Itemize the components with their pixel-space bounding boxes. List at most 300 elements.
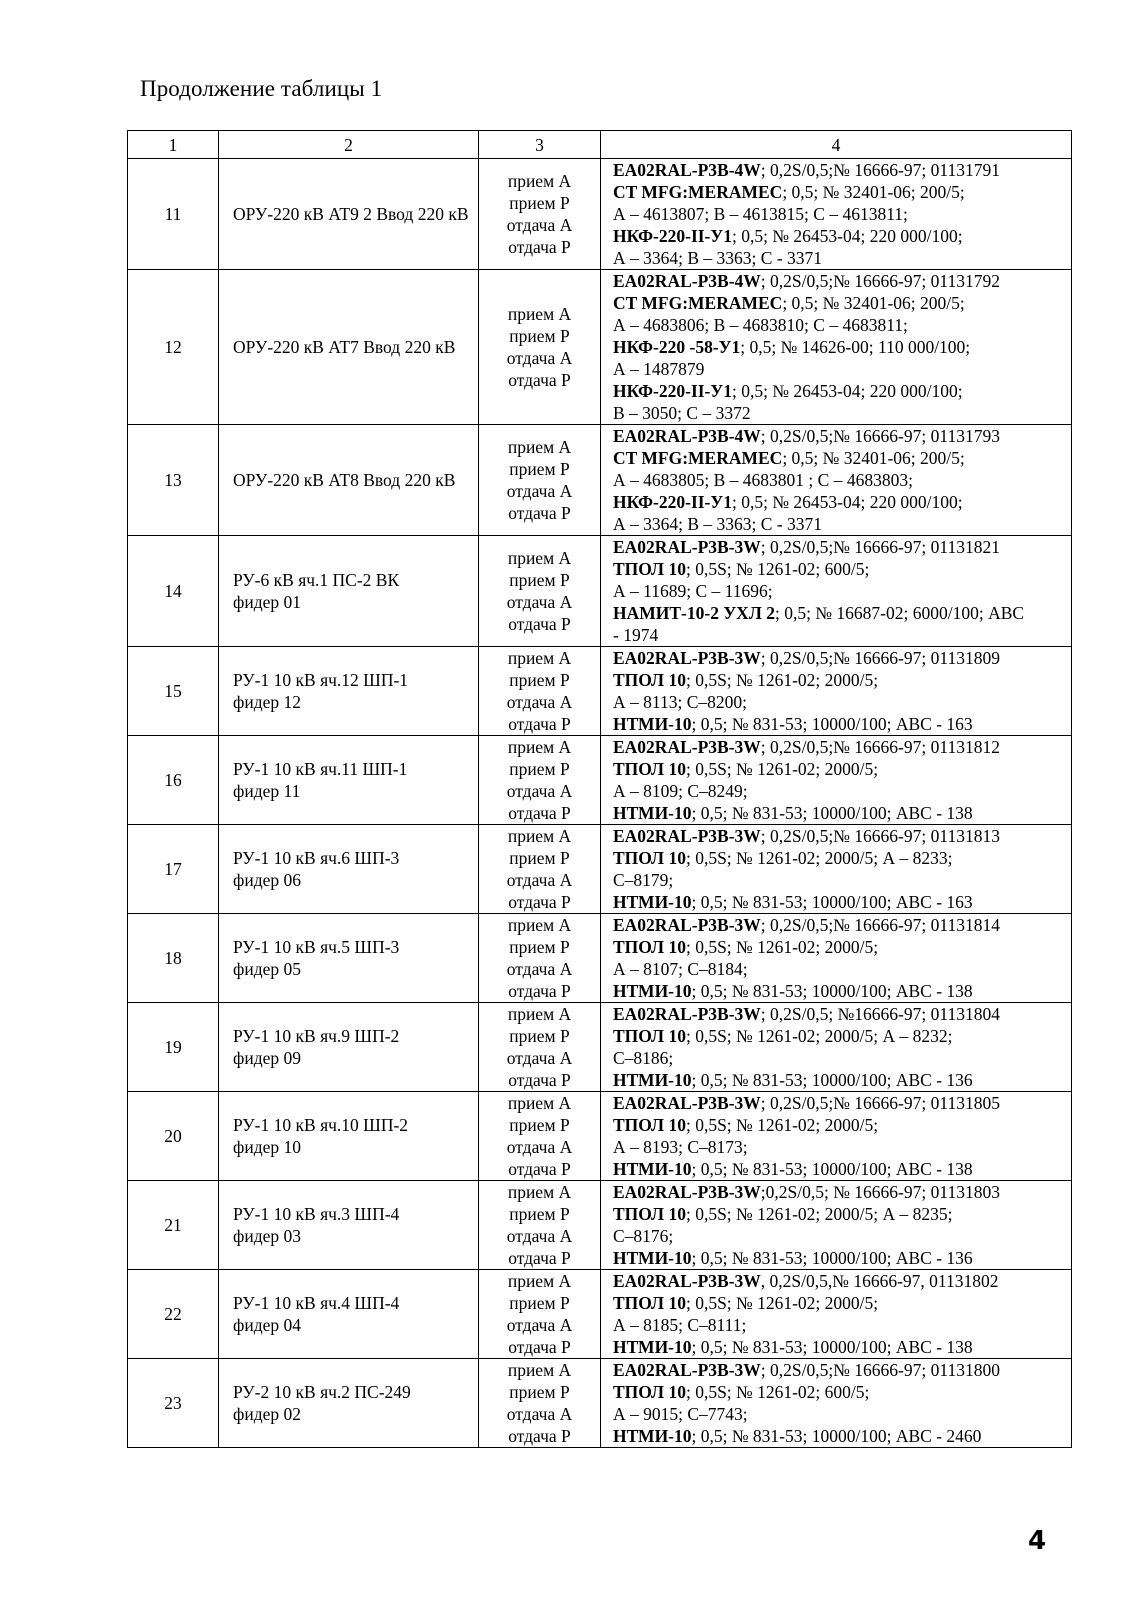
channel-line: отдача Р [508, 1248, 571, 1268]
details-cell [601, 1359, 1072, 1448]
details-line [613, 736, 1069, 758]
table-row [128, 159, 1072, 270]
details-line [613, 1425, 1069, 1447]
location-line: фидер 06 [233, 870, 302, 890]
channel-line: прием Р [509, 1382, 570, 1402]
channels-cell [479, 825, 601, 914]
row-number: 19 [128, 1003, 219, 1092]
channels-cell [479, 1270, 601, 1359]
details-line [613, 780, 1069, 802]
location-line: фидер 03 [233, 1226, 302, 1246]
details-line [613, 802, 1069, 824]
table-row [128, 1003, 1072, 1092]
equipment-model: ЕА02RAL-P3B-3W [613, 737, 761, 757]
equipment-model: ТПОЛ 10 [613, 937, 686, 957]
details-line [613, 292, 1069, 314]
equipment-model: ЕА02RAL-P3B-3W [613, 537, 761, 557]
channel-line: отдача Р [508, 1070, 571, 1090]
channel-line: прием Р [509, 1026, 570, 1046]
channel-line: отдача Р [508, 714, 571, 734]
equipment-model: ЕА02RAL-P3B-3W [613, 1182, 761, 1202]
equipment-model: ЕА02RAL-P3B-3W [613, 648, 761, 668]
details-line [613, 758, 1069, 780]
location-line: РУ-2 10 кВ яч.2 ПС-249 [233, 1382, 411, 1402]
details-line [613, 602, 1069, 624]
location-cell [219, 736, 479, 825]
channel-line: отдача Р [508, 503, 571, 523]
equipment-spec: А – 4683806; В – 4683810; С – 4683811; [613, 315, 908, 335]
details-line [613, 1247, 1069, 1269]
equipment-model: ТПОЛ 10 [613, 1026, 686, 1046]
location-line: РУ-1 10 кВ яч.11 ШП-1 [233, 759, 408, 779]
location-line: ОРУ-220 кВ АТ7 Ввод 220 кВ [233, 337, 456, 357]
details-line [613, 1225, 1069, 1247]
details-line [613, 1203, 1069, 1225]
row-number: 12 [128, 270, 219, 425]
channel-line: прием А [507, 1093, 572, 1113]
channel-line: отдача Р [508, 892, 571, 912]
channel-line: прием Р [509, 759, 570, 779]
row-number: 21 [128, 1181, 219, 1270]
equipment-spec: ; 0,5; № 32401-06; 200/5; [782, 293, 965, 313]
header-col-3: 3 [479, 131, 601, 159]
channels-cell [479, 1003, 601, 1092]
equipment-model: CT MFG:MERAMEC [613, 293, 783, 313]
equipment-model: ТПОЛ 10 [613, 1293, 686, 1313]
channel-line: прием Р [509, 848, 570, 868]
equipment-model: НТМИ-10 [613, 1159, 692, 1179]
channel-line: отдача А [506, 215, 573, 235]
row-number: 14 [128, 536, 219, 647]
equipment-model: ТПОЛ 10 [613, 1204, 686, 1224]
equipment-spec: В – 3050; С – 3372 [613, 403, 751, 423]
channels-cell [479, 536, 601, 647]
channel-line: отдача А [506, 592, 573, 612]
table-row [128, 1270, 1072, 1359]
location-cell [219, 425, 479, 536]
location-cell [219, 825, 479, 914]
details-line [613, 1025, 1069, 1047]
equipment-spec: ; 0,2S/0,5;№ 16666-97; 01131809 [760, 648, 1000, 668]
equipment-model: НТМИ-10 [613, 1337, 692, 1357]
channel-line: прием Р [509, 1204, 570, 1224]
details-cell [601, 270, 1072, 425]
channel-line: прием Р [509, 937, 570, 957]
details-line [613, 1114, 1069, 1136]
equipment-spec: А – 3364; В – 3363; С - 3371 [613, 514, 823, 534]
equipment-model: ЕА02RAL-P3B-3W [613, 1004, 761, 1024]
equipment-spec: ; 0,5S; № 1261-02; 600/5; [685, 1382, 870, 1402]
equipment-model: НТМИ-10 [613, 1426, 692, 1446]
channels-cell [479, 647, 601, 736]
equipment-spec: ; 0,5; № 32401-06; 200/5; [782, 182, 965, 202]
details-line [613, 270, 1069, 292]
equipment-model: НКФ-220-II-У1 [613, 492, 732, 512]
equipment-spec: ; 0,2S/0,5;№ 16666-97; 01131792 [760, 271, 1000, 291]
details-line [613, 647, 1069, 669]
equipment-model: НТМИ-10 [613, 981, 692, 1001]
equipment-spec: С–8179; [613, 870, 674, 890]
equipment-model: НТМИ-10 [613, 892, 692, 912]
details-line [613, 1403, 1069, 1425]
channels-cell [479, 736, 601, 825]
details-cell [601, 1270, 1072, 1359]
equipment-spec: А – 1487879 [613, 359, 705, 379]
location-cell [219, 647, 479, 736]
equipment-spec: - 1974 [613, 625, 659, 645]
channel-line: отдача А [506, 1137, 573, 1157]
channel-line: отдача Р [508, 237, 571, 257]
location-line: РУ-1 10 кВ яч.5 ШП-3 [233, 937, 400, 957]
details-line [613, 669, 1069, 691]
details-cell [601, 825, 1072, 914]
row-number: 17 [128, 825, 219, 914]
channel-line: прием А [507, 304, 572, 324]
equipment-spec: А – 3364; В – 3363; С - 3371 [613, 248, 823, 268]
row-number: 23 [128, 1359, 219, 1448]
equipment-model: ЕА02RAL-P3B-3W [613, 826, 761, 846]
details-line [613, 225, 1069, 247]
channel-line: прием А [507, 171, 572, 191]
details-cell [601, 914, 1072, 1003]
details-line [613, 336, 1069, 358]
equipment-spec: ;0,2S/0,5; № 16666-97; 01131803 [760, 1182, 1000, 1202]
equipment-spec: ; 0,2S/0,5;№ 16666-97; 01131793 [760, 426, 1000, 446]
header-row [128, 131, 1072, 159]
equipment-spec: ; 0,5S; № 1261-02; 2000/5; [685, 1115, 879, 1135]
details-line [613, 1092, 1069, 1114]
details-line [613, 847, 1069, 869]
equipment-model: ТПОЛ 10 [613, 559, 686, 579]
equipment-model: ТПОЛ 10 [613, 759, 686, 779]
equipment-spec: А – 8185; С–8111; [613, 1315, 747, 1335]
equipment-model: НТМИ-10 [613, 714, 692, 734]
channel-line: отдача А [506, 1226, 573, 1246]
row-number: 20 [128, 1092, 219, 1181]
equipment-spec: ; 0,5; № 831-53; 10000/100; АВС - 138 [691, 1159, 973, 1179]
details-line [613, 869, 1069, 891]
details-cell [601, 159, 1072, 270]
details-line [613, 380, 1069, 402]
equipment-spec: ; 0,5; № 14626-00; 110 000/100; [740, 337, 971, 357]
details-line [613, 980, 1069, 1002]
equipment-spec: А – 4683805; В – 4683801 ; С – 4683803; [613, 470, 913, 490]
equipment-spec: ; 0,5; № 26453-04; 220 000/100; [731, 381, 963, 401]
channel-line: отдача Р [508, 1426, 571, 1446]
equipment-spec: ; 0,2S/0,5;№ 16666-97; 01131800 [760, 1360, 1000, 1380]
table-row [128, 536, 1072, 647]
equipment-spec: ; 0,2S/0,5;№ 16666-97; 01131814 [760, 915, 1000, 935]
details-cell [601, 536, 1072, 647]
details-line [613, 1069, 1069, 1091]
row-number: 22 [128, 1270, 219, 1359]
details-line [613, 580, 1069, 602]
location-line: фидер 05 [233, 959, 302, 979]
equipment-spec: ; 0,5S; № 1261-02; 2000/5; А – 8232; [685, 1026, 953, 1046]
equipment-spec: ; 0,5; № 831-53; 10000/100; АВС - 136 [691, 1248, 973, 1268]
equipment-model: ЕА02RAL-P3B-3W [613, 1360, 761, 1380]
equipment-model: НАМИТ-10-2 УХЛ 2 [613, 603, 775, 623]
details-line [613, 1136, 1069, 1158]
details-line [613, 1359, 1069, 1381]
table-caption: Продолжение таблицы 1 [140, 76, 383, 101]
details-line [613, 914, 1069, 936]
location-line: фидер 12 [233, 692, 302, 712]
equipment-spec: А – 8107; С–8184; [613, 959, 748, 979]
channel-line: отдача А [506, 781, 573, 801]
table-row [128, 825, 1072, 914]
details-line [613, 469, 1069, 491]
details-line [613, 1047, 1069, 1069]
location-cell [219, 270, 479, 425]
table-row [128, 647, 1072, 736]
details-cell [601, 425, 1072, 536]
equipment-spec: ; 0,5; № 831-53; 10000/100; АВС - 138 [691, 803, 973, 823]
details-line [613, 891, 1069, 913]
equipment-table [127, 130, 1072, 1448]
details-line [613, 1270, 1069, 1292]
location-line: РУ-1 10 кВ яч.3 ШП-4 [233, 1204, 400, 1224]
equipment-spec: , 0,2S/0,5,№ 16666-97, 01131802 [760, 1271, 999, 1291]
channel-line: отдача Р [508, 981, 571, 1001]
location-line: фидер 02 [233, 1404, 302, 1424]
details-line [613, 1003, 1069, 1025]
equipment-model: ТПОЛ 10 [613, 670, 686, 690]
table-row [128, 1359, 1072, 1448]
channels-cell [479, 270, 601, 425]
details-line [613, 358, 1069, 380]
equipment-model: НТМИ-10 [613, 803, 692, 823]
location-line: РУ-1 10 кВ яч.4 ШП-4 [233, 1293, 400, 1313]
location-line: РУ-1 10 кВ яч.10 ШП-2 [233, 1115, 409, 1135]
location-line: фидер 10 [233, 1137, 302, 1157]
equipment-spec: А – 8193; С–8173; [613, 1137, 748, 1157]
table-row [128, 1092, 1072, 1181]
equipment-spec: ; 0,5; № 831-53; 10000/100; АВС - 163 [691, 892, 973, 912]
channel-line: прием Р [509, 1115, 570, 1135]
channel-line: отдача Р [508, 614, 571, 634]
equipment-model: ЕА02RAL-P3B-4W [613, 160, 761, 180]
equipment-spec: А – 11689; С – 11696; [613, 581, 773, 601]
details-line [613, 1292, 1069, 1314]
equipment-spec: ; 0,2S/0,5; №16666-97; 01131804 [760, 1004, 1000, 1024]
channel-line: отдача А [506, 481, 573, 501]
equipment-model: ЕА02RAL-P3B-3W [613, 915, 761, 935]
channel-line: отдача А [506, 1404, 573, 1424]
details-line [613, 536, 1069, 558]
location-line: фидер 04 [233, 1315, 302, 1335]
channel-line: прием А [507, 1004, 572, 1024]
details-line [613, 936, 1069, 958]
channels-cell [479, 425, 601, 536]
channel-line: отдача Р [508, 1159, 571, 1179]
details-cell [601, 1003, 1072, 1092]
equipment-spec: ; 0,5; № 831-53; 10000/100; АВС - 136 [691, 1070, 973, 1090]
equipment-spec: С–8186; [613, 1048, 674, 1068]
channel-line: отдача А [506, 1315, 573, 1335]
equipment-model: ЕА02RAL-P3B-4W [613, 271, 761, 291]
details-line [613, 314, 1069, 336]
details-line [613, 247, 1069, 269]
channel-line: прием А [507, 737, 572, 757]
channels-cell [479, 1092, 601, 1181]
equipment-model: НТМИ-10 [613, 1070, 692, 1090]
details-line [613, 558, 1069, 580]
row-number: 18 [128, 914, 219, 1003]
equipment-spec: ; 0,2S/0,5;№ 16666-97; 01131813 [760, 826, 1000, 846]
location-line: фидер 11 [233, 781, 301, 801]
equipment-spec: ; 0,5; № 26453-04; 220 000/100; [731, 226, 963, 246]
channel-line: отдача А [506, 870, 573, 890]
equipment-spec: ; 0,5; № 26453-04; 220 000/100; [731, 492, 963, 512]
location-line: РУ-1 10 кВ яч.12 ШП-1 [233, 670, 409, 690]
equipment-model: CT MFG:MERAMEC [613, 448, 783, 468]
equipment-spec: ; 0,5; № 831-53; 10000/100; АВС - 2460 [691, 1426, 982, 1446]
channels-cell [479, 1359, 601, 1448]
equipment-spec: ; 0,2S/0,5;№ 16666-97; 01131805 [760, 1093, 1000, 1113]
equipment-spec: ; 0,2S/0,5;№ 16666-97; 01131791 [760, 160, 1000, 180]
channel-line: отдача Р [508, 803, 571, 823]
page-number: 4 [1028, 1526, 1047, 1556]
location-cell [219, 536, 479, 647]
equipment-spec: А – 8113; С–8200; [613, 692, 748, 712]
channel-line: отдача Р [508, 1337, 571, 1357]
details-line [613, 958, 1069, 980]
header-col-1: 1 [128, 131, 219, 159]
equipment-spec: А – 4613807; В – 4613815; С – 4613811; [613, 204, 908, 224]
channel-line: прием Р [509, 570, 570, 590]
header-col-4: 4 [601, 131, 1072, 159]
location-line: РУ-1 10 кВ яч.6 ШП-3 [233, 848, 400, 868]
location-line: ОРУ-220 кВ АТ8 Ввод 220 кВ [233, 470, 456, 490]
location-cell [219, 1003, 479, 1092]
channel-line: прием А [507, 548, 572, 568]
details-line [613, 402, 1069, 424]
equipment-spec: А – 9015; С–7743; [613, 1404, 748, 1424]
table-row [128, 270, 1072, 425]
details-cell [601, 736, 1072, 825]
location-line: фидер 01 [233, 592, 302, 612]
equipment-model: ТПОЛ 10 [613, 1115, 686, 1135]
channel-line: отдача А [506, 692, 573, 712]
equipment-spec: ; 0,2S/0,5;№ 16666-97; 01131821 [760, 537, 1000, 557]
row-number: 11 [128, 159, 219, 270]
details-line [613, 203, 1069, 225]
location-cell [219, 914, 479, 1003]
channel-line: прием А [507, 437, 572, 457]
table-body [128, 159, 1072, 1448]
details-line [613, 181, 1069, 203]
table-row [128, 736, 1072, 825]
channel-line: отдача А [506, 1048, 573, 1068]
channels-cell [479, 914, 601, 1003]
equipment-spec: ; 0,5S; № 1261-02; 2000/5; [685, 670, 879, 690]
equipment-spec: С–8176; [613, 1226, 674, 1246]
equipment-model: ЕА02RAL-P3B-3W [613, 1093, 761, 1113]
channel-line: прием А [507, 1182, 572, 1202]
row-number: 13 [128, 425, 219, 536]
channel-line: отдача А [506, 959, 573, 979]
location-cell [219, 1092, 479, 1181]
location-cell [219, 159, 479, 270]
details-line [613, 713, 1069, 735]
channel-line: прием Р [509, 670, 570, 690]
row-number: 15 [128, 647, 219, 736]
details-line [613, 825, 1069, 847]
channel-line: прием Р [509, 193, 570, 213]
channel-line: отдача Р [508, 370, 571, 390]
channel-line: прием Р [509, 326, 570, 346]
channel-line: прием Р [509, 1293, 570, 1313]
details-cell [601, 647, 1072, 736]
channel-line: прием А [507, 915, 572, 935]
channel-line: отдача А [506, 348, 573, 368]
channel-line: прием Р [509, 459, 570, 479]
details-line [613, 1181, 1069, 1203]
equipment-model: CT MFG:MERAMEC [613, 182, 783, 202]
equipment-model: ЕА02RAL-P3B-4W [613, 426, 761, 446]
location-line: ОРУ-220 кВ АТ9 2 Ввод 220 кВ [233, 204, 469, 224]
equipment-spec: ; 0,5; № 831-53; 10000/100; АВС - 138 [691, 981, 973, 1001]
channel-line: прием А [507, 826, 572, 846]
channel-line: прием А [507, 648, 572, 668]
details-line [613, 624, 1069, 646]
details-line [613, 691, 1069, 713]
channel-line: прием А [507, 1360, 572, 1380]
details-line [613, 1314, 1069, 1336]
equipment-model: ТПОЛ 10 [613, 848, 686, 868]
location-cell [219, 1270, 479, 1359]
equipment-spec: ; 0,5S; № 1261-02; 2000/5; А – 8235; [685, 1204, 953, 1224]
equipment-spec: ; 0,5S; № 1261-02; 2000/5; [685, 759, 879, 779]
row-number: 16 [128, 736, 219, 825]
equipment-spec: ; 0,5; № 32401-06; 200/5; [782, 448, 965, 468]
equipment-model: НКФ-220-II-У1 [613, 226, 732, 246]
location-line: РУ-6 кВ яч.1 ПС-2 ВК [233, 570, 400, 590]
details-cell [601, 1092, 1072, 1181]
table-row [128, 425, 1072, 536]
equipment-spec: ; 0,5; № 831-53; 10000/100; АВС - 163 [691, 714, 973, 734]
details-line [613, 1381, 1069, 1403]
location-cell [219, 1181, 479, 1270]
equipment-spec: ; 0,5S; № 1261-02; 600/5; [685, 559, 870, 579]
details-line [613, 425, 1069, 447]
equipment-spec: А – 8109; С–8249; [613, 781, 748, 801]
table-row [128, 914, 1072, 1003]
equipment-model: ЕА02RAL-P3B-3W [613, 1271, 761, 1291]
details-line [613, 447, 1069, 469]
details-line [613, 159, 1069, 181]
equipment-spec: ; 0,5S; № 1261-02; 2000/5; А – 8233; [685, 848, 953, 868]
channels-cell [479, 1181, 601, 1270]
channels-cell [479, 159, 601, 270]
details-line [613, 1158, 1069, 1180]
equipment-model: НКФ-220-II-У1 [613, 381, 732, 401]
equipment-model: ТПОЛ 10 [613, 1382, 686, 1402]
location-cell [219, 1359, 479, 1448]
equipment-spec: ; 0,5; № 831-53; 10000/100; АВС - 138 [691, 1337, 973, 1357]
details-line [613, 491, 1069, 513]
table-row [128, 1181, 1072, 1270]
equipment-spec: ; 0,5S; № 1261-02; 2000/5; [685, 1293, 879, 1313]
channel-line: прием А [507, 1271, 572, 1291]
details-line [613, 1336, 1069, 1358]
location-line: фидер 09 [233, 1048, 302, 1068]
location-line: РУ-1 10 кВ яч.9 ШП-2 [233, 1026, 400, 1046]
equipment-model: НКФ-220 -58-У1 [613, 337, 741, 357]
details-line [613, 513, 1069, 535]
equipment-spec: ; 0,5S; № 1261-02; 2000/5; [685, 937, 879, 957]
